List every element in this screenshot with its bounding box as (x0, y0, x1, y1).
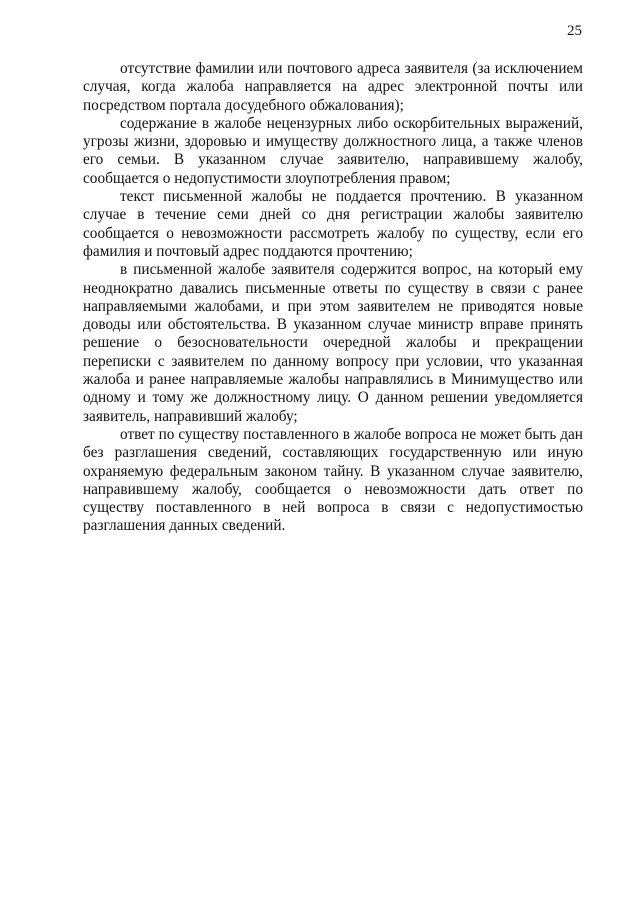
paragraph-missing-sender-info: отсутствие фамилии или почтового адреса заявителя (за исключением случая, когда жалоба направляется на адрес электронной почты или посредством портала досудебного обжалования); (83, 60, 583, 114)
paragraph-unreadable-text: текст письменной жалобы не поддается прочтению. В указанном случае в течение семи дней со дня регистрации жалобы заявителю сообщается о невозможности рассмотреть жалобу по существу, если его фамилия и почтовый адрес поддаются прочтению; (83, 188, 583, 260)
document-body (83, 60, 583, 536)
page-number: 25 (567, 23, 582, 39)
paragraph-obscene-content: содержание в жалобе нецензурных либо оскорбительных выражений, угрозы жизни, здоровью и имуществу должностного лица, а также членов его семьи. В указанном случае заявителю, направившему жалобу, сообщается о недопустимости злоупотребления правом; (83, 114, 583, 187)
paragraph-secret-information: ответ по существу поставленного в жалобе вопроса не может быть дан без разглашения сведений, составляющих государственную или иную охраняемую федеральным законом тайну. В указанном случае заявителю, направившему жалобу, сообщается о невозможности дать ответ по существу поставленного в ней вопроса в связи с недопустимостью разглашения данных сведений. (83, 425, 583, 535)
paragraph-repeated-question: в письменной жалобе заявителя содержится вопрос, на который ему неоднократно давались письменные ответы по существу в связи с ранее направляемыми жалобами, и при этом заявителем не приводятся новые доводы или обстоятельства. В указанном случае министр вправе принять решение о безосновательности очередной жалобы и прекращении переписки с заявителем по данному вопросу при условии, что указанная жалоба и ранее направляемые жалобы направлялись в Минимущество или одному и тому же должностному лицу. О данном решении уведомляется заявитель, направивший жалобу; (83, 261, 583, 425)
